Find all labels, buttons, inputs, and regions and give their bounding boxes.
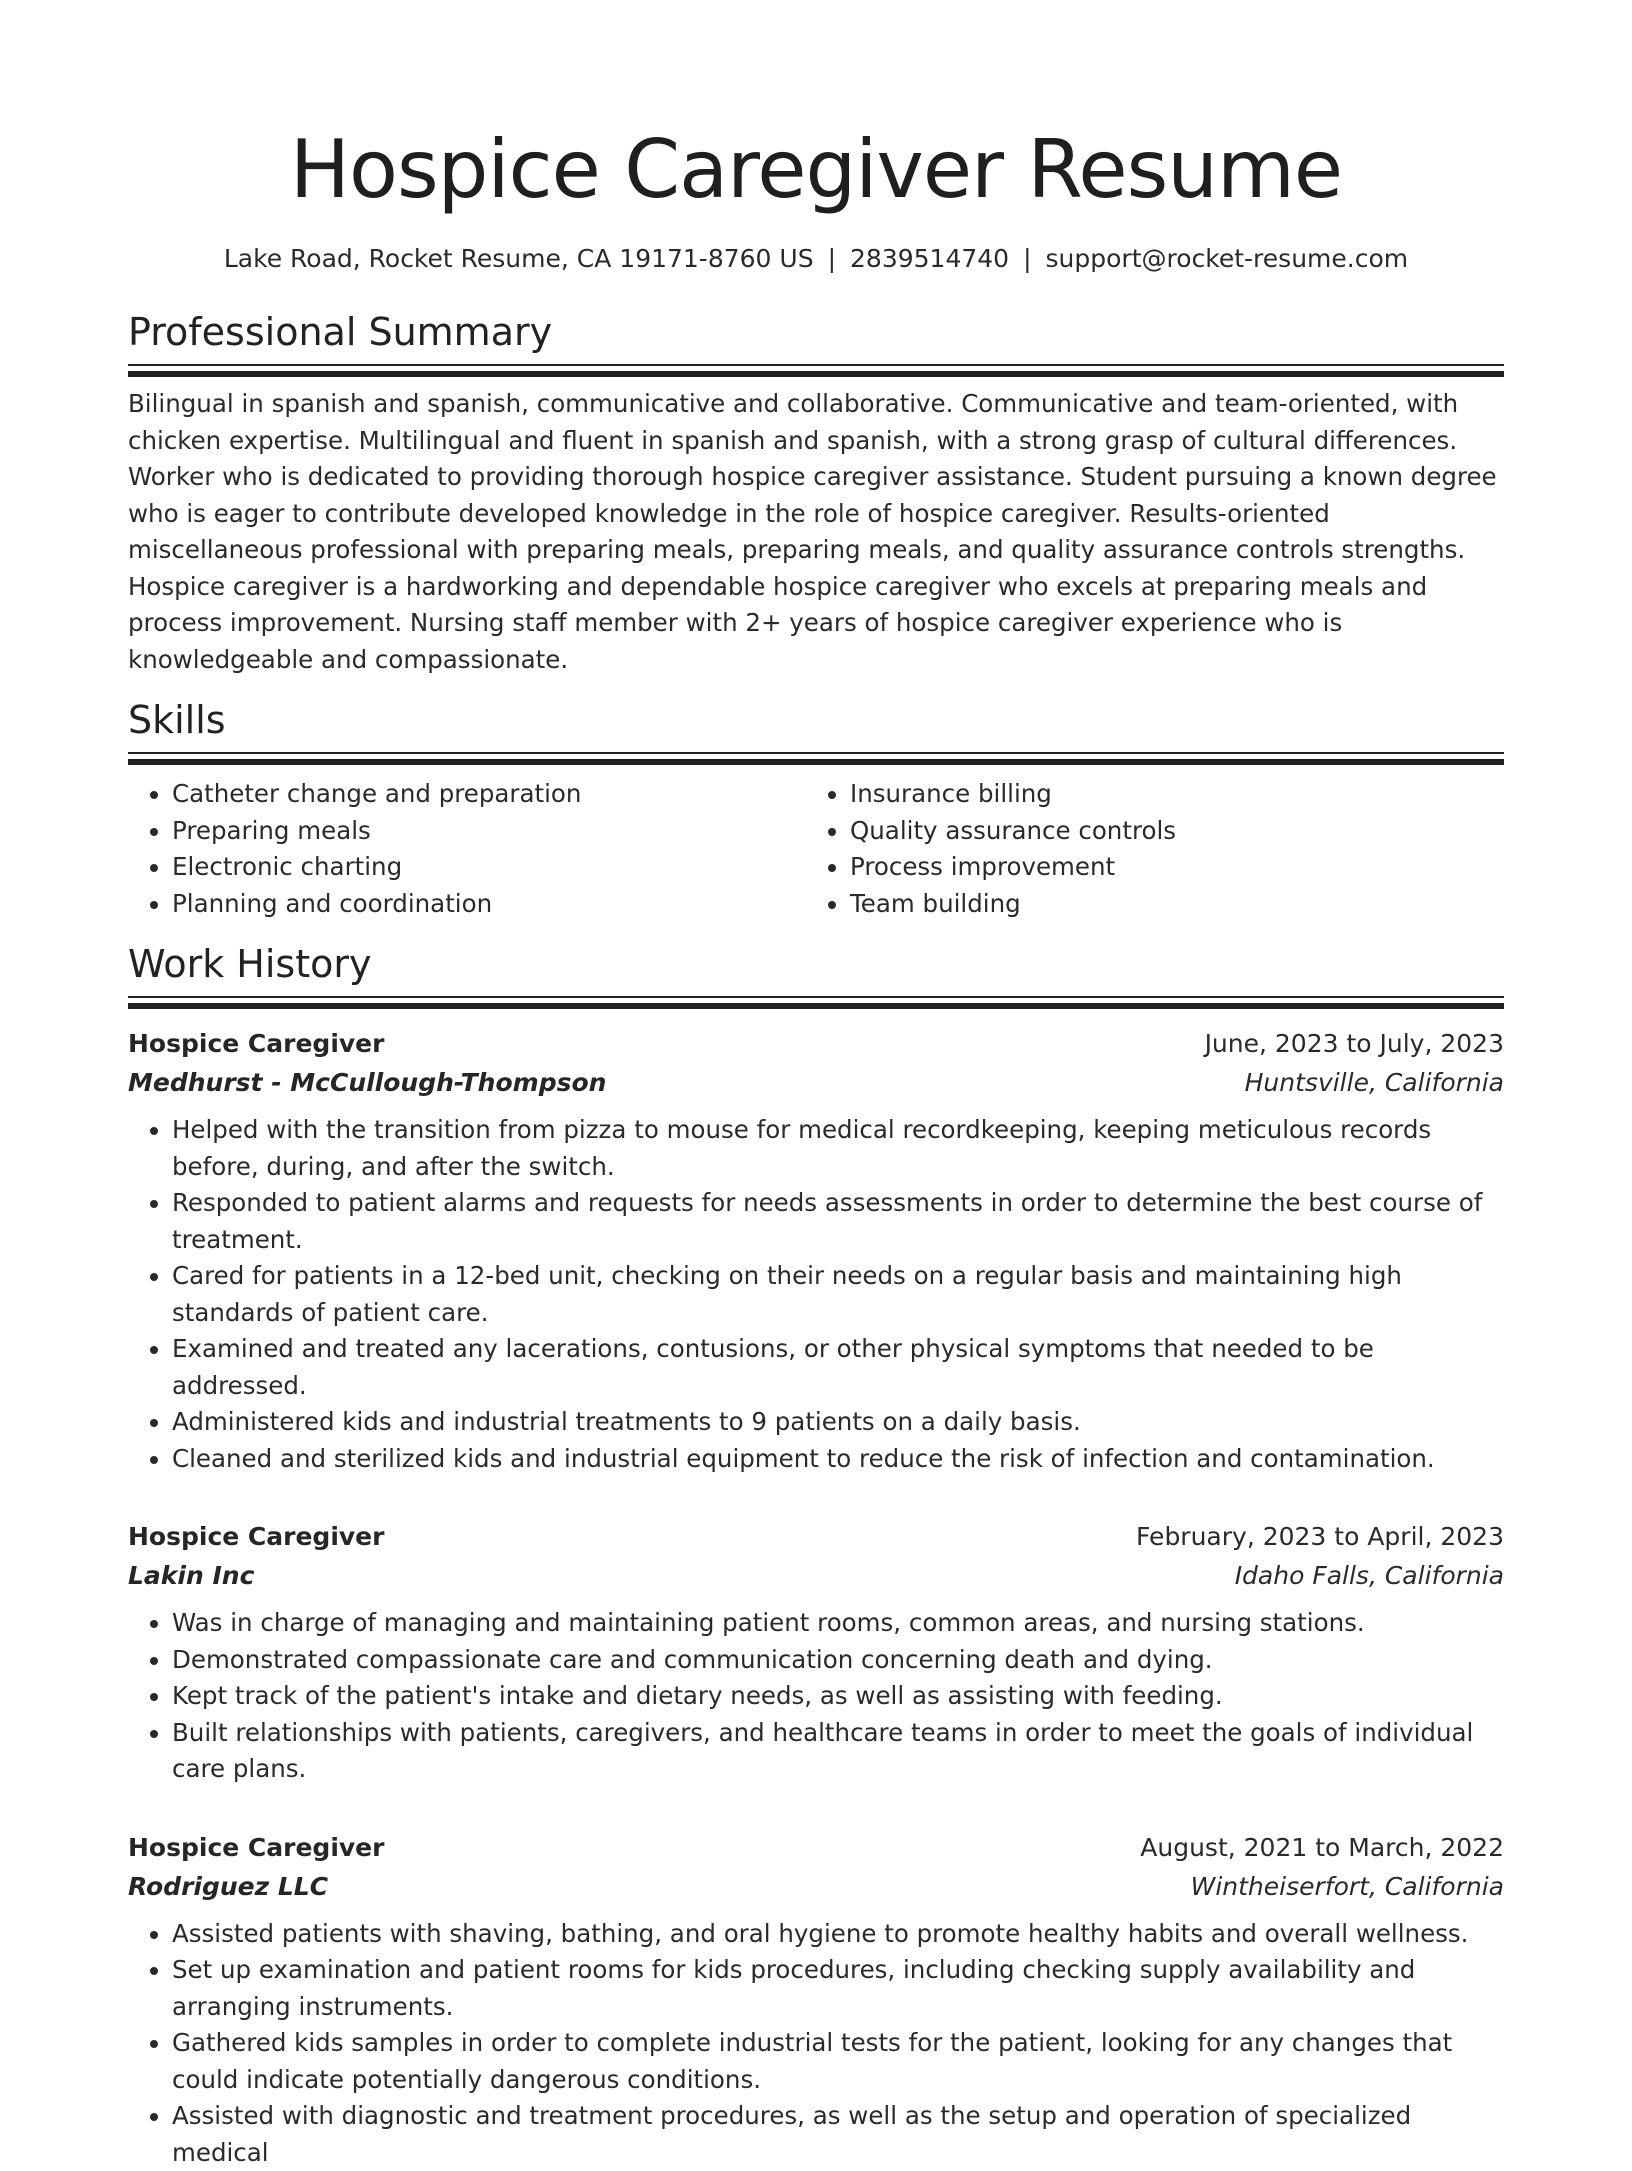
skill-item: • Planning and coordination: [172, 886, 806, 923]
job-subheader: [128, 1063, 1504, 1102]
job-title: Hospice Caregiver: [128, 1828, 384, 1867]
section-divider: [128, 752, 1504, 764]
job-company: Lakin Inc: [128, 1556, 254, 1595]
job-entry: [128, 1517, 1504, 1788]
summary-heading: Professional Summary: [128, 308, 1504, 356]
summary-text: Bilingual in spanish and spanish, communicative and collaborative. Communicative and team-oriented, with chicken expertise. Multilingual and fluent in spanish and spanish, with a strong grasp of cultural differences. Worker who is dedicated to providing thorough hospice caregiver assistance. Student pursuing a known degree who is eager to contribute developed knowledge in the role of hospice caregiver. Results-oriented miscellaneous professional with preparing meals, preparing meals, and quality assurance controls strengths. Hospice caregiver is a hardworking and dependable hospice caregiver who excels at preparing meals and process improvement. Nursing staff member with 2+ years of hospice caregiver experience who is knowledgeable and compassionate.: [128, 386, 1504, 678]
job-bullet: • Cleaned and sterilized kids and industrial equipment to reduce the risk of infection and contamination.: [172, 1441, 1504, 1478]
job-title: Hospice Caregiver: [128, 1024, 384, 1063]
job-header: [128, 1517, 1504, 1556]
job-header: [128, 1828, 1504, 1867]
job-header: [128, 1024, 1504, 1063]
job-company: Rodriguez LLC: [128, 1867, 328, 1906]
work-history-heading: Work History: [128, 940, 1504, 988]
job-bullet: • Administered kids and industrial treatments to 9 patients on a daily basis.: [172, 1404, 1504, 1441]
resume-page: [128, 0, 1504, 2171]
section-divider: [128, 364, 1504, 376]
skill-item: • Electronic charting: [172, 849, 806, 886]
job-bullets: [128, 1605, 1504, 1788]
skills-grid: [128, 776, 1504, 922]
job-bullet: • Assisted patients with shaving, bathing, and oral hygiene to promote healthy habits and overall wellness.: [172, 1916, 1504, 1953]
job-bullets: [128, 1112, 1504, 1477]
job-location: Idaho Falls, California: [1235, 1556, 1504, 1595]
contact-phone: 2839514740: [850, 244, 1009, 273]
job-bullet: • Responded to patient alarms and requests for needs assessments in order to determine the best course of treatment.: [172, 1185, 1504, 1258]
work-history-section: [128, 940, 1504, 2171]
job-subheader: [128, 1867, 1504, 1906]
skills-section: [128, 696, 1504, 922]
job-bullet: • Cared for patients in a 12-bed unit, checking on their needs on a regular basis and maintaining high standards of patient care.: [172, 1258, 1504, 1331]
skill-item: • Insurance billing: [850, 776, 1484, 813]
skill-item: • Catheter change and preparation: [172, 776, 806, 813]
job-bullet: • Was in charge of managing and maintaining patient rooms, common areas, and nursing stations.: [172, 1605, 1504, 1642]
contact-email: support@rocket-resume.com: [1046, 244, 1409, 273]
job-bullets: [128, 1916, 1504, 2171]
job-company: Medhurst - McCullough-Thompson: [128, 1063, 606, 1102]
skill-item: • Process improvement: [850, 849, 1484, 886]
skills-column-left: [128, 776, 806, 922]
job-bullet: • Assisted with diagnostic and treatment procedures, as well as the setup and operation of specialized medical: [172, 2098, 1504, 2171]
job-bullet: • Examined and treated any lacerations, contusions, or other physical symptoms that needed to be addressed.: [172, 1331, 1504, 1404]
job-dates: August, 2021 to March, 2022: [1140, 1828, 1504, 1867]
job-dates: June, 2023 to July, 2023: [1205, 1024, 1504, 1063]
job-dates: February, 2023 to April, 2023: [1136, 1517, 1504, 1556]
contact-separator: |: [828, 244, 836, 273]
summary-section: [128, 308, 1504, 678]
job-bullet: • Built relationships with patients, caregivers, and healthcare teams in order to meet the goals of individual care plans.: [172, 1715, 1504, 1788]
job-location: Huntsville, California: [1245, 1063, 1504, 1102]
contact-separator: |: [1023, 244, 1031, 273]
job-bullet: • Kept track of the patient's intake and dietary needs, as well as assisting with feeding.: [172, 1678, 1504, 1715]
skill-item: • Preparing meals: [172, 813, 806, 850]
contact-info: [128, 242, 1504, 276]
section-divider: [128, 996, 1504, 1008]
job-bullet: • Set up examination and patient rooms for kids procedures, including checking supply availability and arranging instruments.: [172, 1952, 1504, 2025]
job-subheader: [128, 1556, 1504, 1595]
skills-heading: Skills: [128, 696, 1504, 744]
job-location: Wintheiserfort, California: [1191, 1867, 1504, 1906]
job-entry: [128, 1024, 1504, 1477]
resume-title: Hospice Caregiver Resume: [128, 0, 1504, 222]
job-bullet: • Helped with the transition from pizza to mouse for medical recordkeeping, keeping meticulous records before, during, and after the switch.: [172, 1112, 1504, 1185]
job-bullet: • Demonstrated compassionate care and communication concerning death and dying.: [172, 1642, 1504, 1679]
job-title: Hospice Caregiver: [128, 1517, 384, 1556]
job-entry: [128, 1828, 1504, 2171]
skill-item: • Team building: [850, 886, 1484, 923]
skill-item: • Quality assurance controls: [850, 813, 1484, 850]
skills-column-right: [806, 776, 1484, 922]
contact-address: Lake Road, Rocket Resume, CA 19171-8760 US: [224, 244, 814, 273]
job-bullet: • Gathered kids samples in order to complete industrial tests for the patient, looking for any changes that could indicate potentially dangerous conditions.: [172, 2025, 1504, 2098]
